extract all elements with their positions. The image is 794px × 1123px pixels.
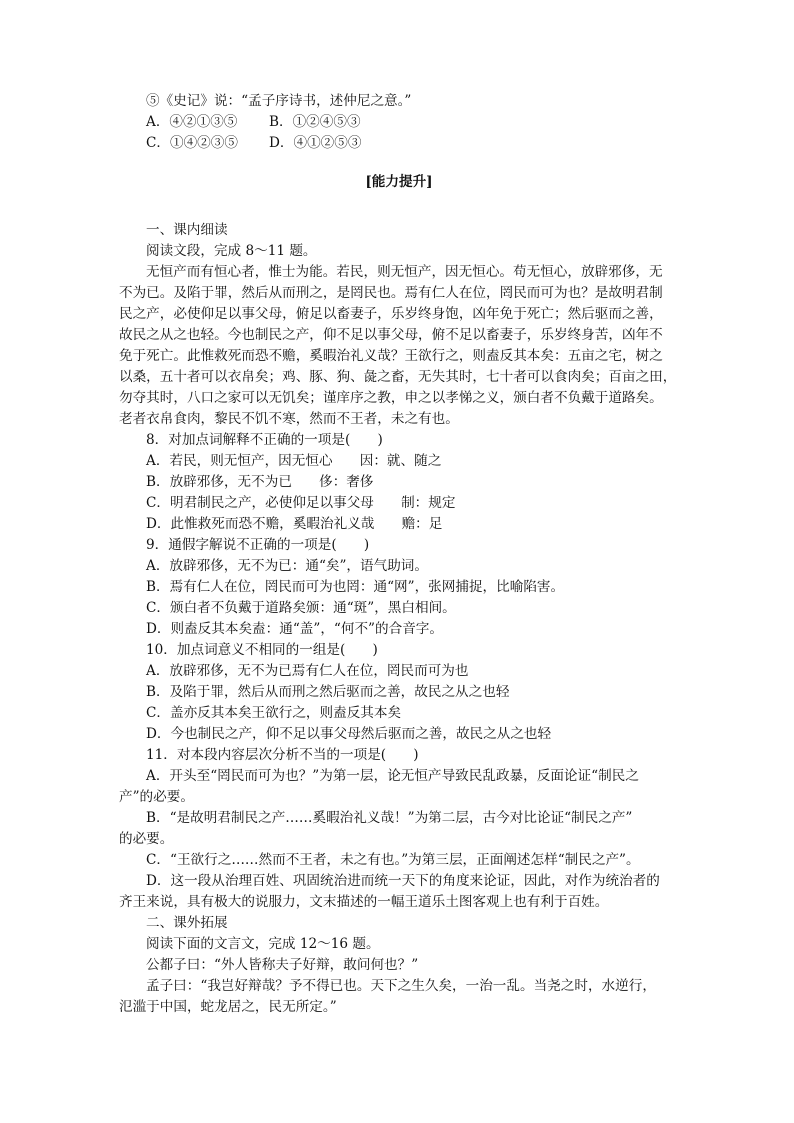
section-title: [能力提升] xyxy=(365,174,433,190)
question-stem: 8．对加点词解释不正确的一项是( ) xyxy=(146,432,383,448)
question-9 xyxy=(119,535,679,640)
passage-line: 以桑，五十者可以衣帛矣；鸡、豚、狗、彘之畜，无失其时，七十者可以食肉矣；百亩之田， xyxy=(119,369,677,385)
option-d: D．④①②⑤③ xyxy=(269,135,362,151)
prev-question-options-cd xyxy=(119,133,679,154)
question-option: B．放辟邪侈，无不为已 侈：奢侈 xyxy=(146,474,374,490)
passage-line: 故民之从之也轻。今也制民之产，仰不足以事父母，俯不足以畜妻子，乐岁终身苦，凶年不 xyxy=(119,327,663,343)
prev-question-item5: ⑤《史记》说：“孟子序诗书，述仲尼之意。” xyxy=(146,93,412,109)
passage-line: 无恒产而有恒心者，惟士为能。若民，则无恒产，因无恒心。苟无恒心，放辟邪侈，无 xyxy=(146,264,663,280)
question-option: D．这一段从治理百姓、巩固统治进而统一天下的角度来论证，因此，对作为统治者的 xyxy=(146,873,660,889)
question-option: B．焉有仁人在位，罔民而可为也罔：通“网”，张网捕捉，比喻陷害。 xyxy=(146,579,565,595)
passage-line: 勿夺其时，八口之家可以无饥矣；谨庠序之教，申之以孝悌之义，颁白者不负戴于道路矣。 xyxy=(119,390,663,406)
passage-line: 免于死亡。此惟救死而恐不赡，奚暇治礼义哉？王欲行之，则盍反其本矣：五亩之宅，树之 xyxy=(119,348,663,364)
question-option: D．今也制民之产，仰不足以事父母然后驱而之善，故民之从之也轻 xyxy=(146,726,552,742)
part2-heading: 二、课外拓展 xyxy=(146,915,228,931)
part2-line: 公都子曰：“外人皆称夫子好辩，敢问何也？” xyxy=(146,957,419,973)
question-11 xyxy=(119,745,679,913)
passage-line: 民之产，必使仰足以事父母，俯足以畜妻子，乐岁终身饱，凶年免于死亡；然后驱而之善， xyxy=(119,306,663,322)
question-stem: 10．加点词意义不相同的一组是( ) xyxy=(146,642,378,658)
option-b: B．①②④⑤③ xyxy=(269,114,361,130)
document-page xyxy=(119,91,679,1018)
part2-line: 氾滥于中国，蛇龙居之，民无所定。” xyxy=(119,999,337,1015)
option-c: C．①④②③⑤ xyxy=(146,135,238,151)
part1-heading: 一、课内细读 xyxy=(146,222,228,238)
question-option: A．放辟邪侈，无不为已焉有仁人在位，罔民而可为也 xyxy=(146,663,469,679)
question-option: D．此惟救死而恐不赡，奚暇治礼义哉 赡：足 xyxy=(146,516,443,532)
question-option: A．若民，则无恒产，因无恒心 因：就、随之 xyxy=(146,453,442,469)
question-stem: 9．通假字解说不正确的一项是( ) xyxy=(146,537,370,553)
question-option: A．开头至“罔民而可为也？”为第一层，论无恒产导致民乱政暴，反面论证“制民之 xyxy=(146,768,639,784)
prev-question-options-ab xyxy=(119,112,679,133)
question-option: C．明君制民之产，必使仰足以事父母 制：规定 xyxy=(146,495,456,511)
question-option: B．“是故明君制民之产……奚暇治礼义哉！”为第二层，古今对比论证“制民之产” xyxy=(146,810,633,826)
question-option: D．则盍反其本矣盍：通“盖”，“何不”的合音字。 xyxy=(146,621,443,637)
question-8 xyxy=(119,430,679,535)
passage-line: 老者衣帛食肉，黎民不饥不寒，然而不王者，未之有也。 xyxy=(119,411,459,427)
passage-line: 不为已。及陷于罪，然后从而刑之，是罔民也。焉有仁人在位，罔民而可为也？是故明君制 xyxy=(119,285,663,301)
question-option-continued: 的必要。 xyxy=(119,831,174,847)
question-10 xyxy=(119,640,679,745)
question-option: C．颁白者不负戴于道路矣颁：通“斑”，黑白相间。 xyxy=(146,600,456,616)
question-stem: 11．对本段内容层次分析不当的一项是( ) xyxy=(146,747,419,763)
passage xyxy=(119,262,679,430)
question-option-continued: 齐王来说，具有极大的说服力，文末描述的一幅王道乐土图客观上也有利于百姓。 xyxy=(119,894,609,910)
option-a: A．④②①③⑤ xyxy=(146,114,238,130)
question-option: B．及陷于罪，然后从而刑之然后驱而之善，故民之从之也轻 xyxy=(146,684,510,700)
part2-instruction: 阅读下面的文言文，完成 12～16 题。 xyxy=(146,936,380,952)
question-option-continued: 产”的必要。 xyxy=(119,789,194,805)
part1-instruction: 阅读文段，完成 8～11 题。 xyxy=(146,243,317,259)
part2-line: 孟子曰：“我岂好辩哉？予不得已也。天下之生久矣，一治一乱。当尧之时，水逆行， xyxy=(146,978,656,994)
question-option: A．放辟邪侈，无不为已：通“矣”，语气助词。 xyxy=(146,558,428,574)
question-option: C．“王欲行之……然而不王者，未之有也。”为第三层，正面阐述怎样“制民之产”。 xyxy=(146,852,640,868)
question-option: C．盖亦反其本矣王欲行之，则盍反其本矣 xyxy=(146,705,402,721)
